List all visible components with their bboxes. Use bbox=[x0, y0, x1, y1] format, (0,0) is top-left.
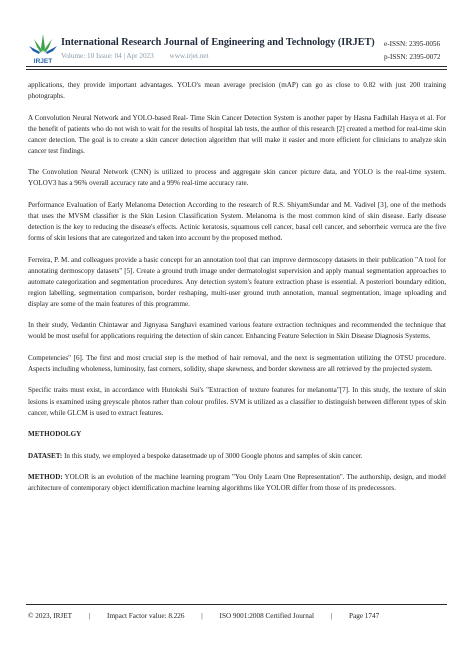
page-number: Page 1747 bbox=[349, 612, 380, 620]
dataset-label: DATASET: bbox=[28, 451, 63, 460]
paragraph: Ferreira, P. M. and colleagues provide a basic concept for an annotation tool that can improve dermoscopy datasets in their publication "A tool for annotating dermoscopy datasets" [5]. Create a ground truth image under dermatologist supervision and apply manual segmentation approaches to automate categorization and segmentation procedures. Any detection system's feature extraction phase is essential. A posteriori boundary edition, region labelling, segmentation comparison, border reshaping, multi-user ground truth annotation, manual segmentation, image uploading and display are some of the main features of this programme. bbox=[28, 255, 446, 308]
footer-separator: | bbox=[330, 612, 333, 620]
method-text: YOLOR is an evolution of the machine learning program "You Only Learn One Representation". The authorship, design, and model architecture of contemporary object identification machine learning algorithms like YOLOR differ from those of its predecessors. bbox=[28, 473, 446, 493]
journal-title: International Research Journal of Engineering and Technology (IRJET) bbox=[61, 37, 375, 48]
journal-website[interactable]: www.irjet.net bbox=[169, 52, 209, 60]
page-header bbox=[0, 0, 474, 74]
paragraph: Specific traits must exist, in accordance with Hutokshi Sui's "Extraction of texture features for melanoma"[7]. In this study, the texture of skin lesions is examined using greyscale photos rather than colour profiles. SVM is utilized as a classifier to distinguish between different types of skin cancer, while GLCM is used to extract features. bbox=[28, 386, 446, 417]
paragraph: The Convolution Neural Network (CNN) is utilized to process and aggregate skin cancer picture data, and YOLO is the real-time system. YOLOV3 has a 96% overall accuracy rate and a 99% real-time accuracy rate. bbox=[28, 168, 446, 188]
iso-certification: ISO 9001:2008 Certified Journal bbox=[219, 612, 314, 620]
dataset-paragraph bbox=[28, 451, 446, 462]
e-issn: e-ISSN: 2395-0056 bbox=[384, 40, 441, 48]
volume-info: Volume: 10 Issue: 04 | Apr 2023 bbox=[61, 52, 154, 60]
method-label: METHOD: bbox=[28, 473, 63, 482]
paragraph: Competencies" [6]. The first and most crucial step is the method of hair removal, and the next is segmentation utilizing the OTSU procedure. Aspects including wholeness, luminosity, fast corners, solidity, shape skewness, and border skewness are all retrieved by the projected system. bbox=[28, 353, 446, 373]
paragraph: Performance Evaluation of Early Melanoma Detection According to the research of R.S. ShiyamSundar and M. Vadivel [3], one of the methods that uses the MVSM classifier is the Skin Lesion Classification System. Melanoma is the most common kind of skin disease. Early disease detection is the key to reducing the disease's effects. Actinic keratosis, squamous cell cancer, basal cell cancer, and seborrheic verruca are the five forms of skin lesions that are categorized and taken into account by the proposed method. bbox=[28, 200, 446, 243]
logo-text: IRJET bbox=[33, 58, 53, 65]
dataset-text: In this study, we employed a bespoke datasetmade up of 3000 Google photos and samples of skin cancer. bbox=[62, 451, 363, 460]
footer-separator: | bbox=[201, 612, 203, 620]
issue-meta bbox=[61, 52, 223, 60]
paragraph: A Convolution Neural Network and YOLO-based Real- Time Skin Cancer Detection System is another paper by Hasna Fadhilah Hasya et al. For the benefit of patients who do not wish to wait for the results of hospital lab tests, the author of this research [2] created a method for real-time skin cancer detection. The goal is to create a skin cancer detection algorithm that will make it easier and more efficient for clinicians to analyze skin cancer test findings. bbox=[28, 113, 446, 155]
article-body bbox=[28, 80, 446, 505]
paragraph: applications, they provide important advantages. YOLO's mean average precision (mAP) can go as close to 0.82 with just 200 training photographs. bbox=[28, 81, 446, 101]
paragraph: In their study, Vedantin Chintawar and Jignyasa Sanghavi examined various feature extraction techniques and recommended the technique that would be most useful for applications requiring the detection of skin cancer. Enhancing Feature Selection in Skin Disease Diagnosis Systems. bbox=[28, 321, 446, 341]
header-rule-thin bbox=[26, 69, 447, 70]
method-paragraph bbox=[28, 472, 446, 494]
page-footer bbox=[28, 612, 448, 620]
copyright: © 2023, IRJET bbox=[28, 612, 72, 620]
header-rule bbox=[26, 66, 447, 67]
impact-factor: Impact Factor value: 8.226 bbox=[107, 612, 185, 620]
methodology-heading: METHODOLGY bbox=[28, 430, 82, 439]
footer-separator: | bbox=[88, 612, 91, 620]
p-issn: p-ISSN: 2395-0072 bbox=[384, 53, 441, 61]
irjet-logo bbox=[26, 30, 60, 66]
footer-rule bbox=[26, 604, 447, 605]
